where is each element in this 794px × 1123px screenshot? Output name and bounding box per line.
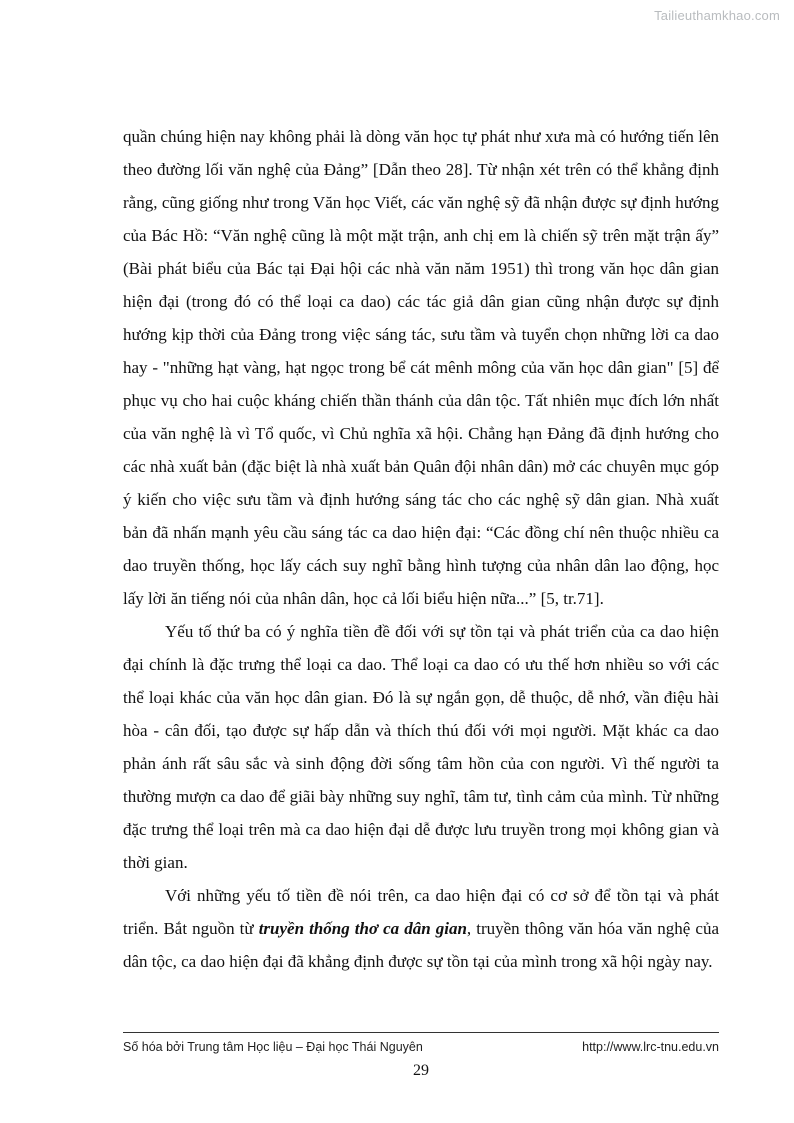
page-footer [123,1032,719,1054]
footer-attribution: Số hóa bởi Trung tâm Học liệu – Đại học Thái Nguyên [123,1040,423,1054]
footer-url: http://www.lrc-tnu.edu.vn [582,1040,719,1054]
paragraph-3-text-start: Với những yếu tố tiền đề nói trên, ca dao hiện đại có cơ sở để tồn tại và phát triển. Bắt nguồn từ [123,886,719,938]
site-watermark: Tailieuthamkhao.com [654,8,780,23]
paragraph-3 [123,879,719,978]
paragraph-2: Yếu tố thứ ba có ý nghĩa tiền đề đối với sự tồn tại và phát triển của ca dao hiện đại chính là đặc trưng thể loại ca dao. Thể loại ca dao có ưu thế hơn nhiều so với các thể loại khác của văn học dân gian. Đó là sự ngắn gọn, dễ thuộc, dễ nhớ, vần điệu hài hòa - cân đối, tạo được sự hấp dẫn và thích thú đối với mọi người. Mặt khác ca dao phản ánh rất sâu sắc và sinh động đời sống tâm hồn của con người. Vì thế người ta thường mượn ca dao để giãi bày những suy nghĩ, tâm tư, tình cảm của mình. Từ những đặc trưng thể loại trên mà ca dao hiện đại dễ được lưu truyền trong mọi không gian và thời gian. [123,622,719,872]
paragraph-3-text-end: , truyền thông văn hóa văn nghệ của dân tộc, ca dao hiện đại đã khẳng định được sự tồn tại của mình trong xã hội ngày nay. [123,919,719,971]
paragraph-1: quần chúng hiện nay không phải là dòng văn học tự phát như xưa mà có hướng tiến lên theo đường lối văn nghệ của Đảng” [Dẫn theo 28]. Từ nhận xét trên có thể khẳng định rằng, cũng giống như trong Văn học Viết, các văn nghệ sỹ đã nhận được sự định hướng của Bác Hồ: “Văn nghệ cũng là một mặt trận, anh chị em là chiến sỹ trên mặt trận ấy” (Bài phát biểu của Bác tại Đại hội các nhà văn năm 1951) thì trong văn học dân gian hiện đại (trong đó có thể loại ca dao) các tác giả dân gian cũng nhận được sự định hướng kịp thời của Đảng trong việc sáng tác, sưu tầm và tuyển chọn những lời ca dao hay - "những hạt vàng, hạt ngọc trong bể cát mênh mông của văn học dân gian" [5] để phục vụ cho hai cuộc kháng chiến thần thánh của dân tộc. Tất nhiên mục đích lớn nhất của văn nghệ là vì Tổ quốc, vì Chủ nghĩa xã hội. Chẳng hạn Đảng đã định hướng cho các nhà xuất bản (đặc biệt là nhà xuất bản Quân đội nhân dân) mở các chuyên mục góp ý kiến cho việc sưu tầm và định hướng sáng tác cho các nghệ sỹ dân gian. Nhà xuất bản đã nhấn mạnh yêu cầu sáng tác ca dao hiện đại: “Các đồng chí nên thuộc nhiều ca dao truyền thống, học lấy cách suy nghĩ bằng hình tượng của nhân dân lao động, học lấy lời ăn tiếng nói của nhân dân, học cả lối biểu hiện nữa...” [5, tr.71]. [123,127,719,608]
page-body-text [123,120,719,978]
paragraph-3-emphasis: truyền thống thơ ca dân gian [258,919,467,938]
page-number: 29 [413,1062,429,1079]
